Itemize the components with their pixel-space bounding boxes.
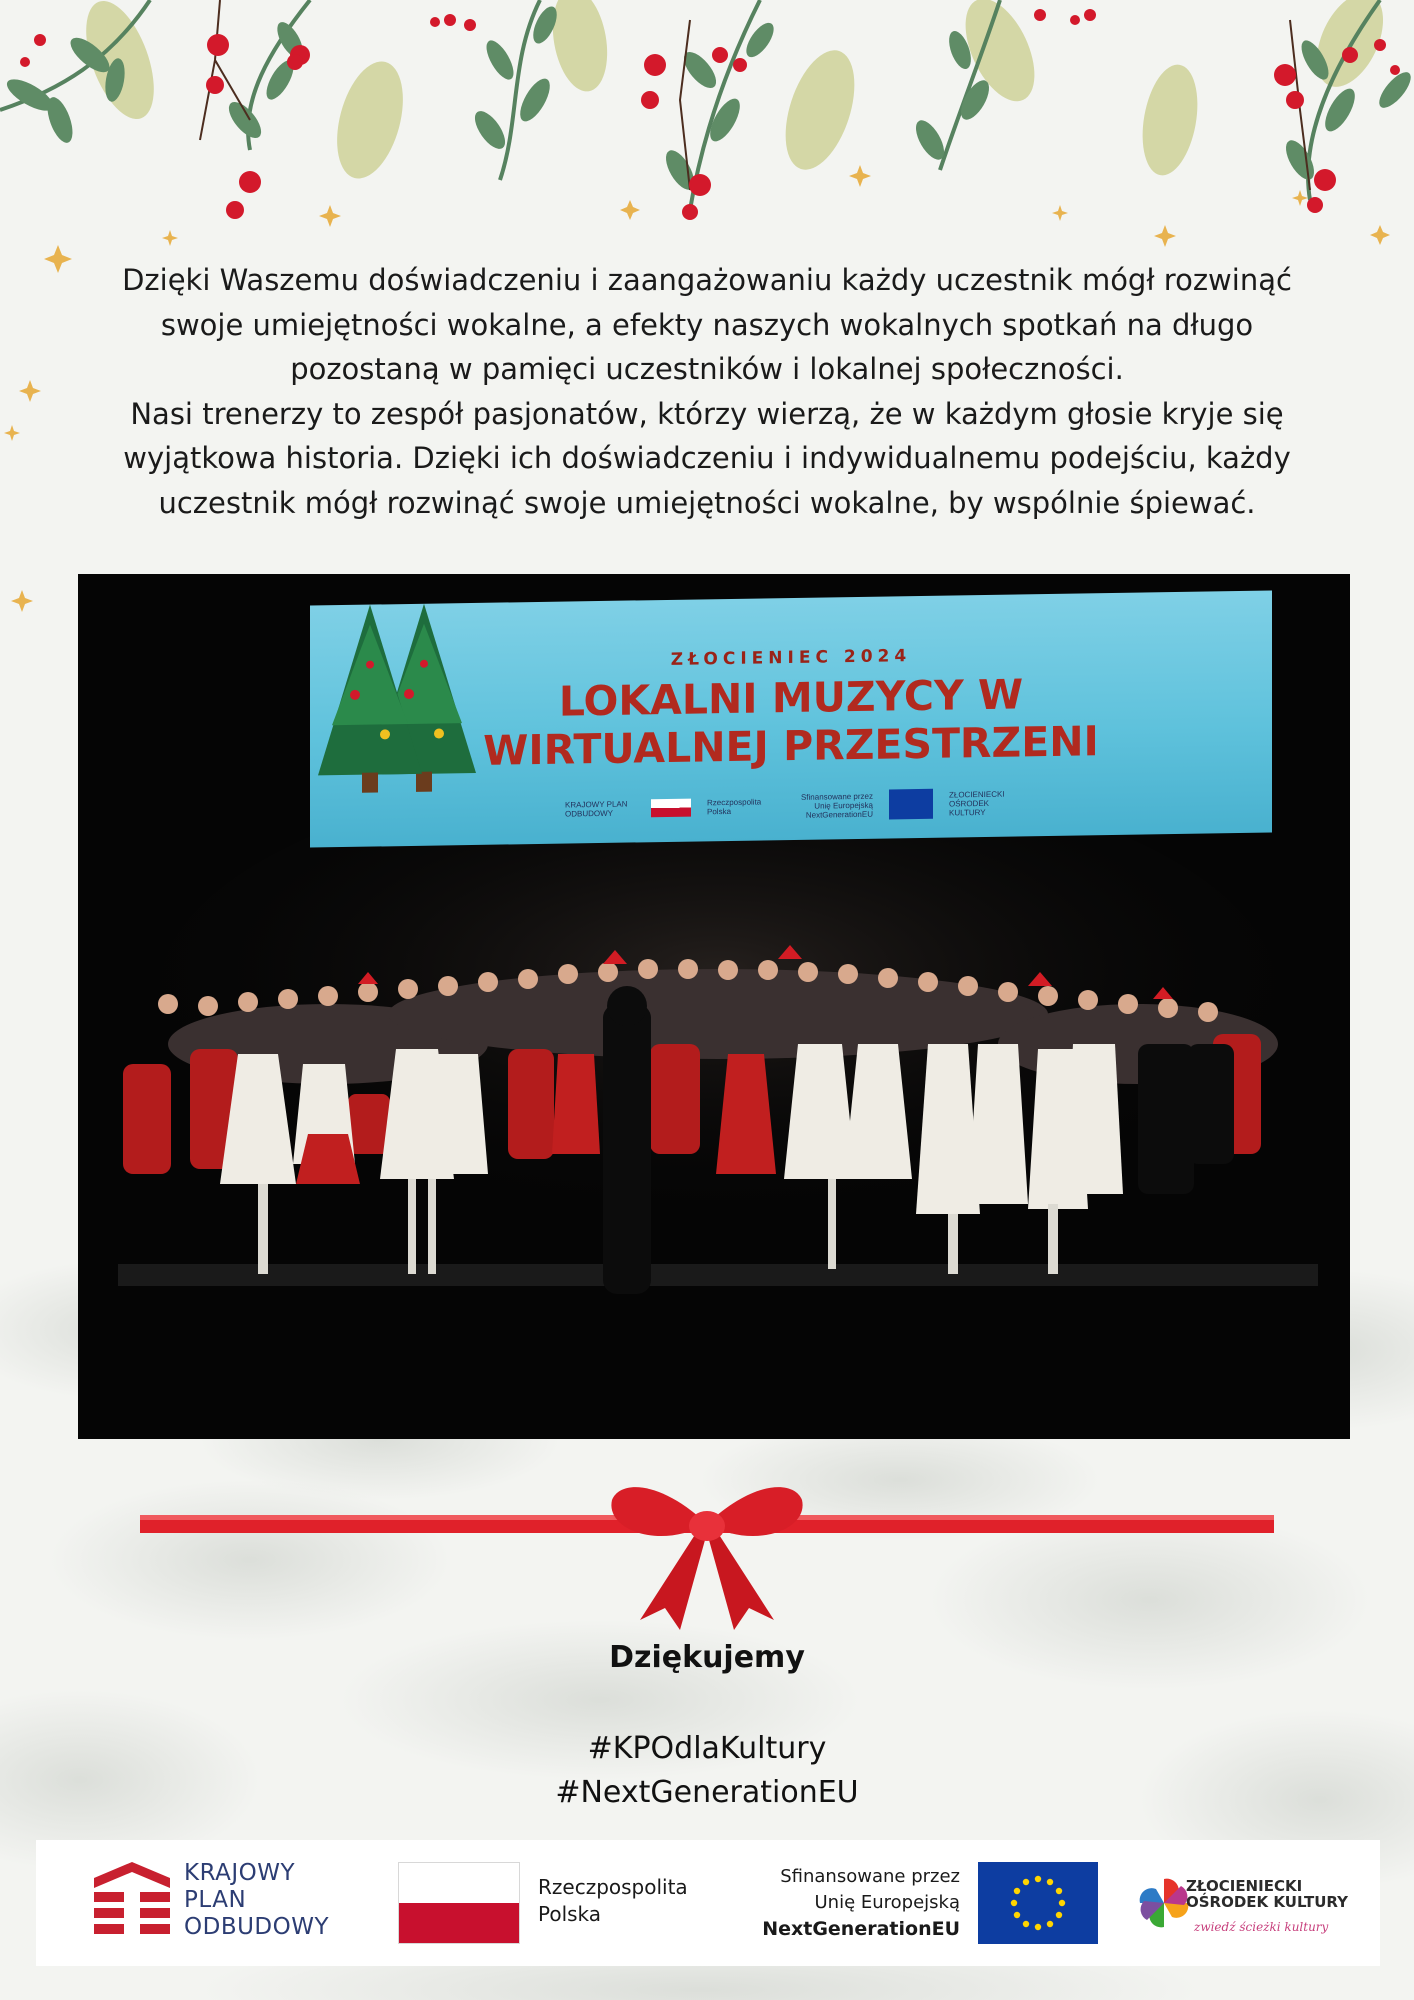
intro-paragraph-1: Dzięki Waszemu doświadczeniu i zaangażowaniu każdy uczestnik mógł rozwinąć swoje umiejętności wokalne, a efekty naszych wokalnych spotkań na długo pozostaną w pamięci uczestników i lokalnej społeczności. (122, 263, 1292, 386)
christmas-garland-illustration (0, 0, 1414, 240)
banner-zok-logo: ZŁOCIENIECKI OŚRODEK KULTURY (949, 789, 1005, 818)
kpo-line-1: KRAJOWY (184, 1860, 296, 1886)
hashtag-kpo: #KPOdlaKultury (587, 1731, 827, 1766)
banner-eu-flag-icon (889, 789, 933, 820)
kpo-line-2: PLAN (184, 1887, 247, 1913)
banner-pl-logo: Rzeczpospolita Polska (707, 797, 762, 817)
banner-title: LOKALNI MUZYCY W WIRTUALNEJ PRZESTRZENI (483, 670, 1099, 775)
pl-line-1: Rzeczpospolita (538, 1875, 688, 1899)
funding-logo-bar (36, 1840, 1380, 1966)
zok-line-1: ZŁOCIENIECKI (1186, 1877, 1303, 1895)
pl-line-2: Polska (538, 1902, 602, 1926)
eu-line-3: NextGenerationEU (762, 1918, 960, 1940)
event-banner (310, 590, 1272, 847)
banner-poland-flag-icon (651, 799, 691, 818)
eu-funding-text (762, 1864, 960, 1942)
banner-kpo-logo: KRAJOWY PLAN ODBUDOWY (565, 799, 628, 819)
hashtags (0, 1727, 1414, 1815)
thank-you-heading: Dziękujemy (609, 1640, 805, 1675)
banner-subtitle: ZŁOCIENIEC 2024 (670, 646, 912, 670)
zok-line-2: OŚRODEK KULTURY (1186, 1893, 1349, 1911)
intro-text (95, 258, 1319, 525)
eu-flag-icon (978, 1862, 1098, 1944)
kpo-logo-text (184, 1860, 329, 1941)
zok-logo-text (1186, 1878, 1348, 1910)
intro-paragraph-2: Nasi trenerzy to zespół pasjonatów, którzy wierzą, że w każdym głosie kryje się wyjątkowa historia. Dzięki ich doświadczeniu i indywidualnemu podejściu, każdy uczestnik mógł rozwinąć swoje umiejętności wokalne, by wspólnie śpiewać. (123, 396, 1291, 520)
red-bow-ribbon-icon (140, 1480, 1274, 1640)
kpo-logo-icon (94, 1862, 170, 1944)
poland-flag-icon (398, 1862, 520, 1944)
christmas-tree-right-icon (310, 604, 430, 796)
rzeczpospolita-logo-text (538, 1874, 688, 1928)
zok-tagline: zwiedź ścieżki kultury (1194, 1920, 1329, 1934)
banner-eu-logo: Sfinansowane przez Unię Europejską NextGenerationEU (800, 791, 873, 820)
eu-line-1: Sfinansowane przez (780, 1866, 960, 1887)
kpo-line-3: ODBUDOWY (184, 1914, 330, 1940)
zok-pinwheel-logo-icon (1138, 1860, 1190, 1946)
banner-logo-strip (565, 782, 1035, 829)
hashtag-nextgeneration: #NextGenerationEU (555, 1775, 859, 1810)
eu-line-2: Unię Europejską (814, 1892, 960, 1913)
choir-concert-photo (78, 574, 1350, 1439)
